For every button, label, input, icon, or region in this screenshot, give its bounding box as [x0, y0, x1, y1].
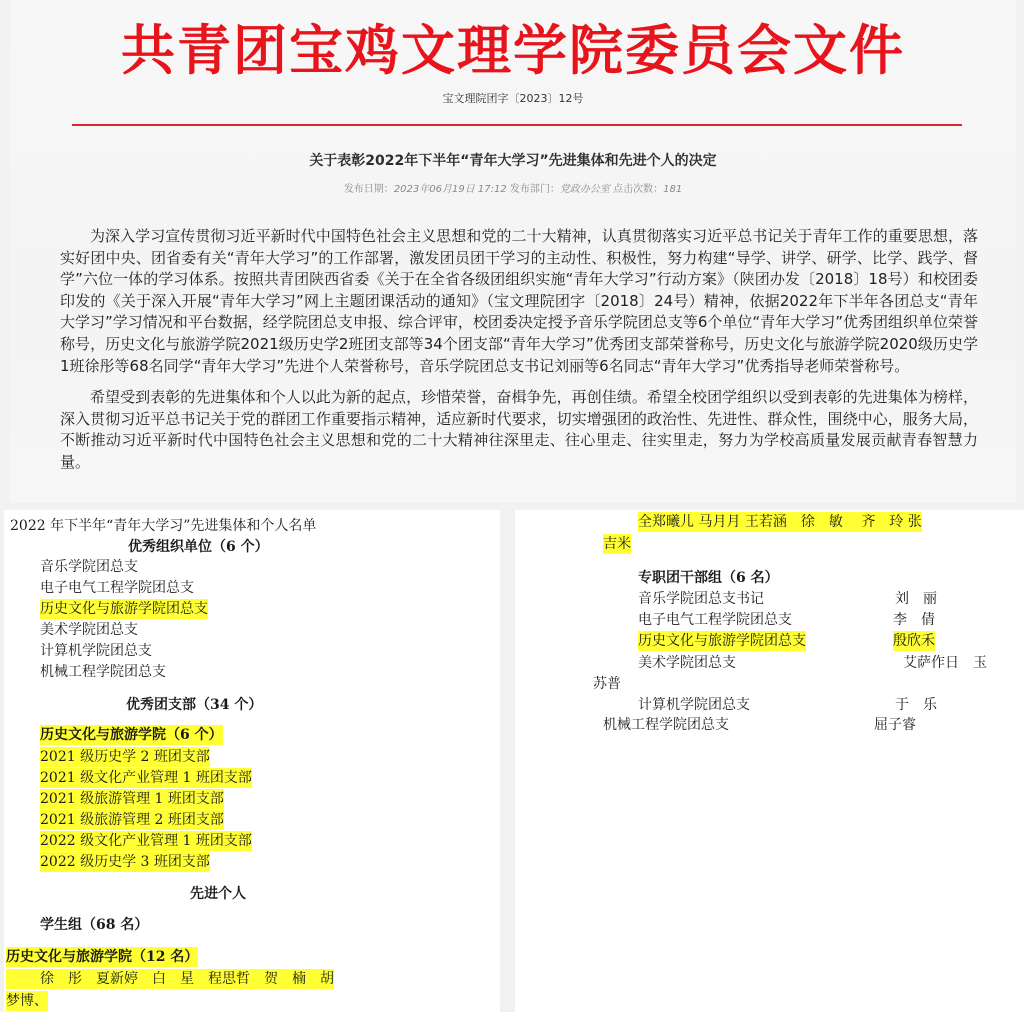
cadre-unit: 美术学院团总支	[638, 655, 736, 671]
student-group-heading: 学生组（68 名）	[40, 917, 149, 933]
publish-date-label: 发布日期：	[343, 184, 394, 195]
cadre-unit: 计算机学院团总支	[638, 697, 750, 713]
org-item: 机械工程学院团总支	[40, 664, 166, 680]
branch-item: 2021 级旅游管理 2 班团支部	[40, 812, 224, 828]
branch-item: 2021 级历史学 2 班团支部	[40, 749, 210, 765]
cadre-name: 刘 丽	[895, 591, 937, 607]
cadre-unit: 机械工程学院团总支	[603, 717, 729, 733]
org-item: 电子电气工程学院团总支	[40, 580, 194, 596]
honor-list-left	[4, 510, 500, 1012]
cadre-name: 李 倩	[893, 612, 935, 628]
cadre-name: 艾萨作日 玉	[903, 655, 987, 671]
org-item-highlighted: 历史文化与旅游学院团总支	[40, 601, 208, 617]
org-item: 计算机学院团总支	[40, 643, 152, 659]
student-names-cont-line-2: 吉米	[603, 536, 631, 552]
org-item: 音乐学院团总支	[40, 559, 138, 575]
cadre-heading: 专职团干部组（6 名）	[638, 570, 779, 586]
student-names-line-2: 梦博、	[6, 993, 48, 1009]
red-divider	[72, 124, 962, 126]
branch-group-heading: 历史文化与旅游学院（6 个）	[40, 727, 223, 743]
body-paragraph-2: 希望受到表彰的先进集体和个人以此为新的起点，珍惜荣誉，奋楫争先，再创佳绩。希望全校团学组织以受到表彰的先进集体为榜样，深入贯彻习近平总书记关于党的群团工作重要指示精神，适应新时代要求，切实增强团的政治性、先进性、群众性，围绕中心，服务大局，不断推动习近平新时代中国特色社会主义思想和党的二十大精神往深里走、往心里走、往实里走，努力为学校高质量发展贡献青春智慧力量。	[60, 388, 978, 471]
cadre-unit: 电子电气工程学院团总支	[638, 612, 792, 628]
branch-item: 2022 级文化产业管理 1 班团支部	[40, 833, 252, 849]
document-body	[60, 226, 978, 484]
document-title: 关于表彰2022年下半年“青年大学习”先进集体和先进个人的决定	[309, 153, 717, 169]
cadre-name-continuation: 苏普	[593, 676, 621, 692]
honor-list-right	[515, 510, 1024, 1012]
cadre-unit-highlighted: 历史文化与旅游学院团总支	[638, 633, 806, 649]
cadre-name: 于 乐	[895, 697, 937, 713]
click-count-value: 181	[663, 184, 683, 195]
branch-item: 2021 级旅游管理 1 班团支部	[40, 791, 224, 807]
document-number: 宝文理院团字〔2023〕12号	[442, 92, 584, 105]
branch-item: 2021 级文化产业管理 1 班团支部	[40, 770, 252, 786]
cadre-name: 屈子睿	[874, 717, 916, 733]
document-panel	[10, 0, 1016, 503]
list-title: 2022 年下半年“青年大学习”先进集体和个人名单	[10, 518, 317, 534]
cadre-name-highlighted: 殷欣禾	[893, 633, 935, 649]
student-college-heading: 历史文化与旅游学院（12 名）	[6, 949, 199, 965]
department-value: 党政办公室	[559, 184, 610, 195]
org-item: 美术学院团总支	[40, 622, 138, 638]
department-label: 发布部门：	[509, 184, 560, 195]
org-heading: 优秀组织单位（6 个）	[128, 539, 269, 555]
cadre-unit: 音乐学院团总支书记	[638, 591, 764, 607]
document-header: 共青团宝鸡文理学院委员会文件	[121, 18, 905, 82]
body-paragraph-1: 为深入学习宣传贯彻习近平新时代中国特色社会主义思想和党的二十大精神，认真贯彻落实习近平总书记关于青年工作的重要思想，落实好团中央、团省委有关“青年大学习”的工作部署，激发团员团干学习的主动性、积极性，努力构建“导学、讲学、研学、比学、践学、督学”六位一体的学习体系。按照共青团陕西省委《关于在全省各级团组织实施“青年大学习”行动方案》（陕团办发〔2018〕18号）和校团委印发的《关于深入开展“青年大学习”网上主题团课活动的通知》（宝文理院团字〔2018〕24号）精神，依据2022年下半年各团总支“青年大学习”学习情况和平台数据，经学院团总支申报、综合评审，校团委决定授予音乐学院团总支等6个单位“青年大学习”优秀团组织单位荣誉称号，历史文化与旅游学院2021级历史学2班团支部等34个团支部“青年大学习”优秀团支部荣誉称号，历史文化与旅游学院2020级历史学1班徐彤等68名同学“青年大学习”先进个人荣誉称号，音乐学院团总支书记刘丽等6名同志“青年大学习”优秀指导老师荣誉称号。	[60, 227, 978, 375]
meta-line	[10, 180, 1016, 195]
branch-item: 2022 级历史学 3 班团支部	[40, 854, 210, 870]
student-names-cont-line-1: 全郑曦儿 马月月 王若涵 徐 敏 齐 玲 张	[638, 514, 922, 530]
student-names-line-1: 徐 彤 夏新婷 白 星 程思哲 贺 楠 胡	[6, 969, 334, 989]
individual-heading: 先进个人	[190, 886, 246, 902]
branch-heading: 优秀团支部（34 个）	[126, 697, 263, 713]
publish-date-value: 2023年06月19日 17:12	[393, 184, 507, 195]
click-count-label: 点击次数：	[613, 184, 664, 195]
